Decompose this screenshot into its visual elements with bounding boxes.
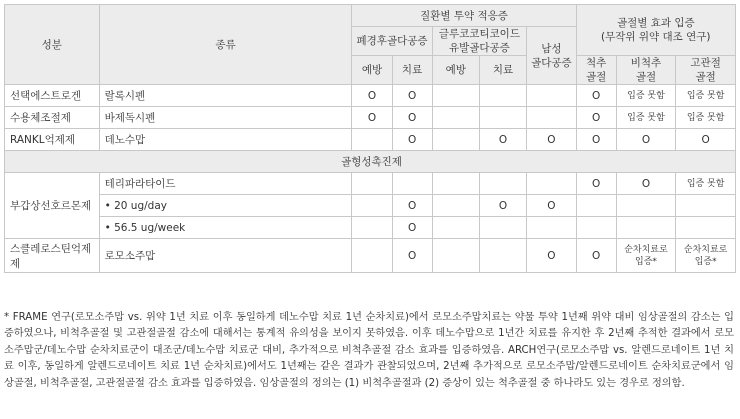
cell-value: O bbox=[676, 129, 736, 151]
drug-comparison-table bbox=[4, 4, 736, 273]
header-postmenopausal: 폐경후골다공증 bbox=[352, 27, 432, 56]
table-row bbox=[5, 129, 736, 151]
cell-value: O bbox=[479, 195, 526, 217]
cell-value: O bbox=[576, 239, 616, 273]
cell-value bbox=[479, 217, 526, 239]
header-vertebral bbox=[576, 56, 616, 85]
cell-value: O bbox=[392, 239, 432, 273]
header-vertebral-line2: 골절 bbox=[585, 71, 607, 83]
table-row bbox=[5, 217, 736, 239]
cell-type: 데노수맙 bbox=[99, 129, 352, 151]
header-glucocorticoid-line2: 유발골다공증 bbox=[448, 42, 510, 54]
cell-type: • 56.5 ug/week bbox=[99, 217, 352, 239]
cell-note-line1: 순차치료로 bbox=[683, 244, 728, 255]
cell-value: O bbox=[392, 129, 432, 151]
cell-value bbox=[432, 217, 479, 239]
table-row bbox=[5, 239, 736, 273]
header-treat-gio: 치료 bbox=[479, 56, 526, 85]
cell-note-line1: 순차치료로 bbox=[624, 244, 668, 255]
cell-type: • 20 ug/day bbox=[99, 195, 352, 217]
header-prevent: 예방 bbox=[352, 56, 392, 85]
cell-ingredient: RANKL억제제 bbox=[5, 129, 100, 151]
cell-ingredient-group: 부갑상선호르몬제 bbox=[5, 173, 100, 239]
cell-value: 입증 못함 bbox=[676, 173, 736, 195]
footnote bbox=[4, 310, 734, 392]
table-row bbox=[5, 195, 736, 217]
cell-value bbox=[527, 173, 576, 195]
cell-value bbox=[352, 217, 392, 239]
header-prevent-gio: 예방 bbox=[432, 56, 479, 85]
cell-value: O bbox=[392, 195, 432, 217]
section-row bbox=[5, 151, 736, 173]
cell-value: O bbox=[527, 195, 576, 217]
header-treat: 치료 bbox=[392, 56, 432, 85]
footnote-text: * FRAME 연구(로모소주맙 vs. 위약 1년 치료 이후 동일하게 데노수맙 치료 1년 순차치료)에서 로모소주맙치료는 약물 투약 1년째 위약 대비 임상골절의 감소는 입증하였으나, 비척추골절 및 고관절골절 감소에 대해서는 통계적 유의성을 보이지 못하였음. 이후 데노수맙으로 1년간 치료를 유지한 후 2년째 추적한 결과에서 로모소주맙군/데노수맙 순차치료군이 대조군/데노수맙 치료군 대비, 추가적으로 비척추골절 감소 효과를 입증하였음. ARCH연구(로모소주맙 vs. 알렌드로네이트 1년 치료 이후, 동일하게 알렌드로네이트 치료 1년 순차치료)에서도 1년째는 같은 결과가 관찰되었으며, 2년째 추가적으로 로모소주맙/알렌드로네이트 순차치료군에서 임상골절, 비척추골절, 고관절골절 감소 효과를 입증하였음. 임상골절의 정의는 (1) 비척추골절과 (2) 증상이 있는 척추골절 중 하나라도 있는 경우로 정의함. bbox=[4, 312, 734, 389]
cell-value bbox=[676, 195, 736, 217]
table-row bbox=[5, 173, 736, 195]
header-indication-group: 질환별 투약 적응증 bbox=[352, 5, 576, 27]
header-nonvertebral bbox=[616, 56, 676, 85]
cell-value bbox=[527, 107, 576, 129]
cell-value: O bbox=[616, 129, 676, 151]
header-male-line1: 남성 bbox=[541, 42, 562, 55]
header-glucocorticoid bbox=[432, 27, 527, 56]
cell-value bbox=[432, 173, 479, 195]
cell-value: O bbox=[392, 217, 432, 239]
cell-value: O bbox=[576, 107, 616, 129]
header-fracture-group bbox=[576, 5, 735, 56]
cell-value bbox=[432, 107, 479, 129]
header-nonvertebral-line1: 비척추 bbox=[630, 57, 662, 69]
cell-value: O bbox=[616, 173, 676, 195]
cell-value bbox=[352, 173, 392, 195]
cell-value bbox=[352, 129, 392, 151]
cell-ingredient: 수용체조절제 bbox=[5, 107, 100, 129]
cell-value bbox=[432, 129, 479, 151]
cell-note-line2: 입증* bbox=[635, 256, 657, 267]
section-title: 골형성촉진제 bbox=[5, 151, 736, 173]
cell-value: 입증 못함 bbox=[676, 85, 736, 107]
cell-value: O bbox=[527, 129, 576, 151]
header-male-line2: 골다공증 bbox=[531, 56, 572, 69]
header-fracture-group-title: 골절별 효과 입증 bbox=[616, 17, 695, 29]
cell-value: O bbox=[392, 107, 432, 129]
cell-value: O bbox=[576, 129, 616, 151]
cell-value: O bbox=[352, 85, 392, 107]
header-male bbox=[527, 27, 576, 85]
cell-value: O bbox=[576, 173, 616, 195]
cell-value bbox=[432, 85, 479, 107]
cell-value: 입증 못함 bbox=[616, 85, 676, 107]
cell-value bbox=[616, 217, 676, 239]
cell-nonvertebral-note bbox=[616, 239, 676, 273]
header-fracture-group-sub: (무작위 위약 대조 연구) bbox=[601, 31, 711, 43]
cell-value bbox=[527, 85, 576, 107]
cell-value: O bbox=[392, 85, 432, 107]
cell-value bbox=[352, 195, 392, 217]
cell-type: 로모소주맙 bbox=[99, 239, 352, 273]
cell-value: O bbox=[527, 239, 576, 273]
cell-value bbox=[479, 85, 526, 107]
header-nonvertebral-line2: 골절 bbox=[635, 71, 657, 83]
cell-ingredient: 스클레로스틴억제제 bbox=[5, 239, 100, 273]
header-ingredient: 성분 bbox=[5, 5, 100, 85]
cell-value bbox=[676, 217, 736, 239]
cell-value bbox=[432, 195, 479, 217]
cell-value bbox=[432, 239, 479, 273]
cell-hip-note bbox=[676, 239, 736, 273]
cell-type: 바제독시펜 bbox=[99, 107, 352, 129]
cell-ingredient: 선택에스트로겐 bbox=[5, 85, 100, 107]
header-hip-line2: 골절 bbox=[695, 71, 716, 83]
cell-value bbox=[576, 195, 616, 217]
header-vertebral-line1: 척추 bbox=[585, 57, 607, 69]
table-row bbox=[5, 85, 736, 107]
cell-value: 입증 못함 bbox=[616, 107, 676, 129]
cell-type: 랄록시펜 bbox=[99, 85, 352, 107]
header-glucocorticoid-line1: 글루코코티코이드 bbox=[438, 28, 520, 40]
header-type: 종류 bbox=[99, 5, 352, 85]
cell-value bbox=[527, 217, 576, 239]
cell-value bbox=[392, 173, 432, 195]
cell-value: O bbox=[576, 85, 616, 107]
cell-value: 입증 못함 bbox=[676, 107, 736, 129]
header-hip-line1: 고관절 bbox=[690, 57, 721, 69]
cell-note-line2: 입증* bbox=[694, 256, 717, 267]
table-row bbox=[5, 107, 736, 129]
cell-value bbox=[616, 195, 676, 217]
cell-value bbox=[479, 107, 526, 129]
cell-value bbox=[479, 239, 526, 273]
cell-value bbox=[479, 173, 526, 195]
cell-value: O bbox=[479, 129, 526, 151]
cell-type: 테리파라타이드 bbox=[99, 173, 352, 195]
cell-value: O bbox=[352, 107, 392, 129]
header-hip bbox=[676, 56, 736, 85]
cell-value bbox=[352, 239, 392, 273]
cell-value bbox=[576, 217, 616, 239]
